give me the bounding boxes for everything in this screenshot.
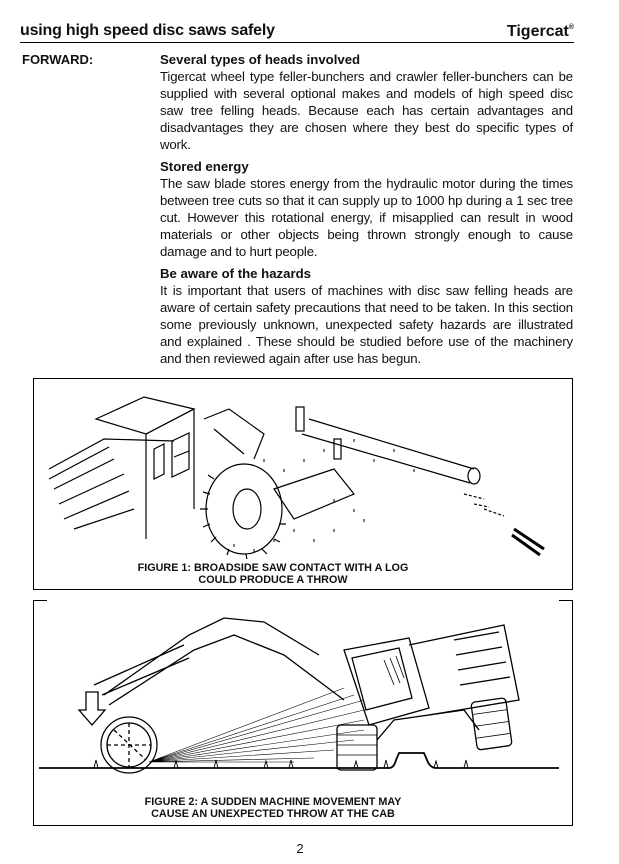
section-label: FORWARD: [22, 52, 94, 67]
section-heading: Be aware of the hazards [160, 266, 311, 281]
section-paragraph: It is important that users of machines with disc saw felling heads are aware of certain safety precautions that need to be taken. In this section some previously unknown, unexpected safety hazards are illustrated and explained . These should be studied before use of the machinery and then reviewed again after use has begun. [160, 283, 573, 366]
brand-logo [507, 23, 574, 41]
feller-buncher-illustration-icon [34, 379, 572, 559]
section-heading: Several types of heads involved [160, 52, 361, 67]
figure-caption [0, 562, 572, 586]
caption-line: FIGURE 1: BROADSIDE SAW CONTACT WITH A LOG [137, 562, 409, 574]
figure-1 [33, 378, 573, 590]
section-heading: Stored energy [160, 159, 249, 174]
section-paragraph: The saw blade stores energy from the hydraulic motor during the times between tree cuts so that it can supply up to 1000 hp during a 1 sec tree cut. However this rotational energy, if misapplied can result in wood materials or other objects being thrown strongly enough to cause damage and to hurt people. [160, 176, 573, 259]
caption-line: COULD PRODUCE A THROW [198, 574, 348, 586]
page-number: 2 [296, 841, 304, 856]
figure-caption [0, 796, 572, 820]
document-title: using high speed disc saws safely [20, 22, 275, 39]
caption-line: CAUSE AN UNEXPECTED THROW AT THE CAB [151, 808, 395, 820]
section-hazards [160, 265, 573, 367]
section-heads-involved [160, 51, 573, 153]
section-stored-energy [160, 158, 573, 260]
tracked-feller-buncher-illustration-icon [34, 600, 572, 790]
section-paragraph: Tigercat wheel type feller-bunchers and crawler feller-bunchers can be supplied with several optional makes and models of high speed disc saw tree felling heads. Because each has certain advantages and disadvantages they are chosen where they best do specific types of work. [160, 69, 573, 152]
brand-name: Tigercat [506, 23, 569, 40]
page-header [20, 22, 574, 43]
body-content [160, 51, 573, 372]
caption-line: FIGURE 2: A SUDDEN MACHINE MOVEMENT MAY [144, 796, 402, 808]
figure-2 [33, 600, 573, 826]
registered-mark: ® [568, 24, 574, 31]
